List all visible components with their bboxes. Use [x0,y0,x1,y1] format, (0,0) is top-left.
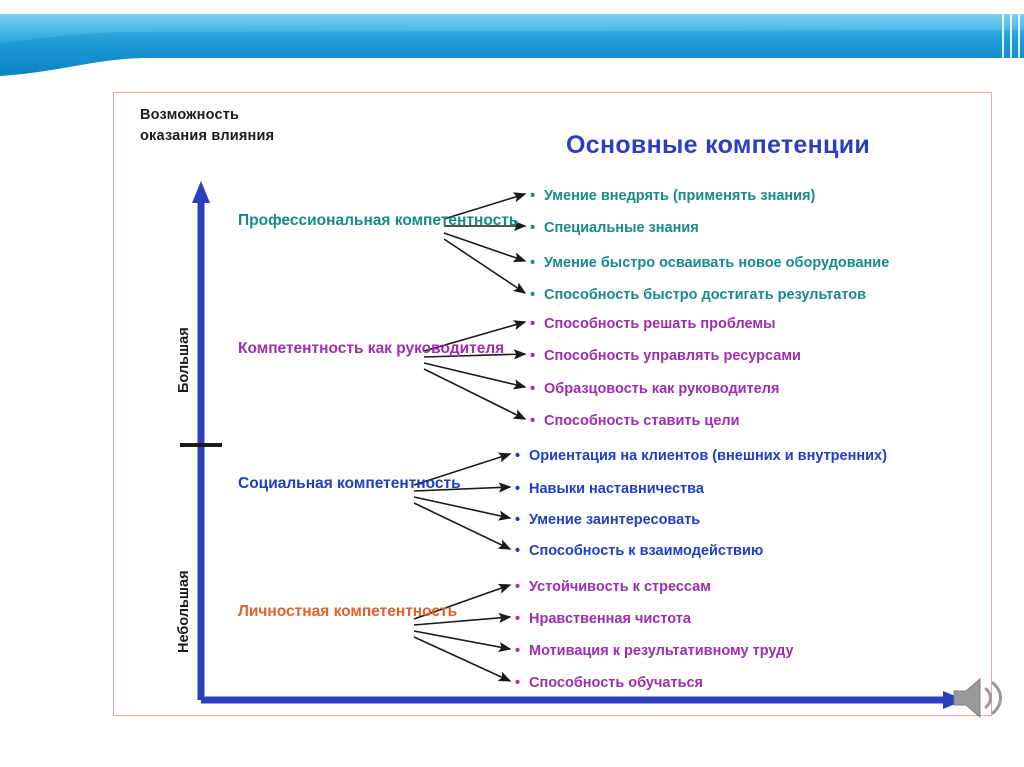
bullet-icon: • [530,287,536,303]
bullet-icon: • [515,643,521,659]
competency-item [530,414,740,429]
category-text: Профессиональная компетентность [238,212,519,229]
diagram-frame [113,92,992,716]
competency-text: Образцовость как руководителя [544,381,780,397]
competency-text: Умение быстро осваивать новое оборудование [544,255,890,271]
competency-item [530,189,815,204]
bullet-icon: • [530,316,536,332]
competency-item [515,482,704,497]
competency-item [515,644,794,659]
bullet-icon: • [530,381,536,397]
top-banner [0,0,1024,78]
competency-text: Навыки наставничества [529,481,704,497]
axis-label-low: Небольшая [176,570,192,653]
bullet-icon: • [530,188,536,204]
bullet-icon: • [515,543,521,559]
category-label-managerial [238,338,504,360]
competency-text: Умение заинтересовать [529,512,701,528]
x-axis [201,691,965,709]
competency-text: Мотивация к результативному труду [529,643,794,659]
connector-arrows-group-1 [444,194,525,293]
competency-text: Способность к взаимодействию [529,543,764,559]
bullet-icon: • [515,675,521,691]
bullet-icon: • [515,448,521,464]
category-label-personal [238,601,457,623]
competency-item [515,513,700,528]
category-label-professional [238,210,518,232]
page-title: Основные компетенции [566,131,871,159]
competency-text: Специальные знания [544,220,699,236]
connector-arrows-group-2 [424,322,525,419]
bullet-icon: • [530,220,536,236]
bullet-icon: • [515,481,521,497]
banner-swoosh-icon [0,14,1024,78]
axis-label-high: Большая [176,327,192,393]
competency-item [515,676,703,691]
competency-text: Способность быстро достигать результатов [544,287,866,303]
competency-item [530,256,889,271]
speaker-icon[interactable] [948,671,1010,725]
competency-item [530,382,779,397]
competency-item [515,612,691,627]
competency-item [515,449,887,464]
bullet-icon: • [530,348,536,364]
category-text: Социальная компетентность [238,475,461,492]
competency-text: Способность ставить цели [544,413,740,429]
connector-arrows-group-4 [414,585,510,681]
competency-text: Способность решать проблемы [544,316,776,332]
competency-text: Нравственная чистота [529,611,691,627]
competency-text: Устойчивость к стрессам [529,579,711,595]
banner-edge-lines-icon [998,0,1024,78]
bullet-icon: • [515,611,521,627]
bullet-icon: • [515,512,521,528]
axis-title-text: Возможность оказания влияния [140,107,275,145]
competency-item [515,544,763,559]
category-text: Личностная компетентность [238,603,458,620]
category-text: Компетентность как руководителя [238,340,505,357]
competency-item [530,221,699,236]
speaker-glyph-icon [948,671,1010,725]
competency-item [530,317,776,332]
axis-title [140,105,300,147]
competency-item [530,349,801,364]
competency-text: Ориентация на клиентов (внешних и внутренних) [529,448,887,464]
bullet-icon: • [515,579,521,595]
competency-text: Способность обучаться [529,675,704,691]
competency-item [530,288,866,303]
connector-arrows-group-3 [414,454,510,549]
competency-text: Способность управлять ресурсами [544,348,801,364]
competency-text: Умение внедрять (применять знания) [544,188,816,204]
bullet-icon: • [530,413,536,429]
bullet-icon: • [530,255,536,271]
category-label-social [238,473,461,495]
competency-item [515,580,711,595]
